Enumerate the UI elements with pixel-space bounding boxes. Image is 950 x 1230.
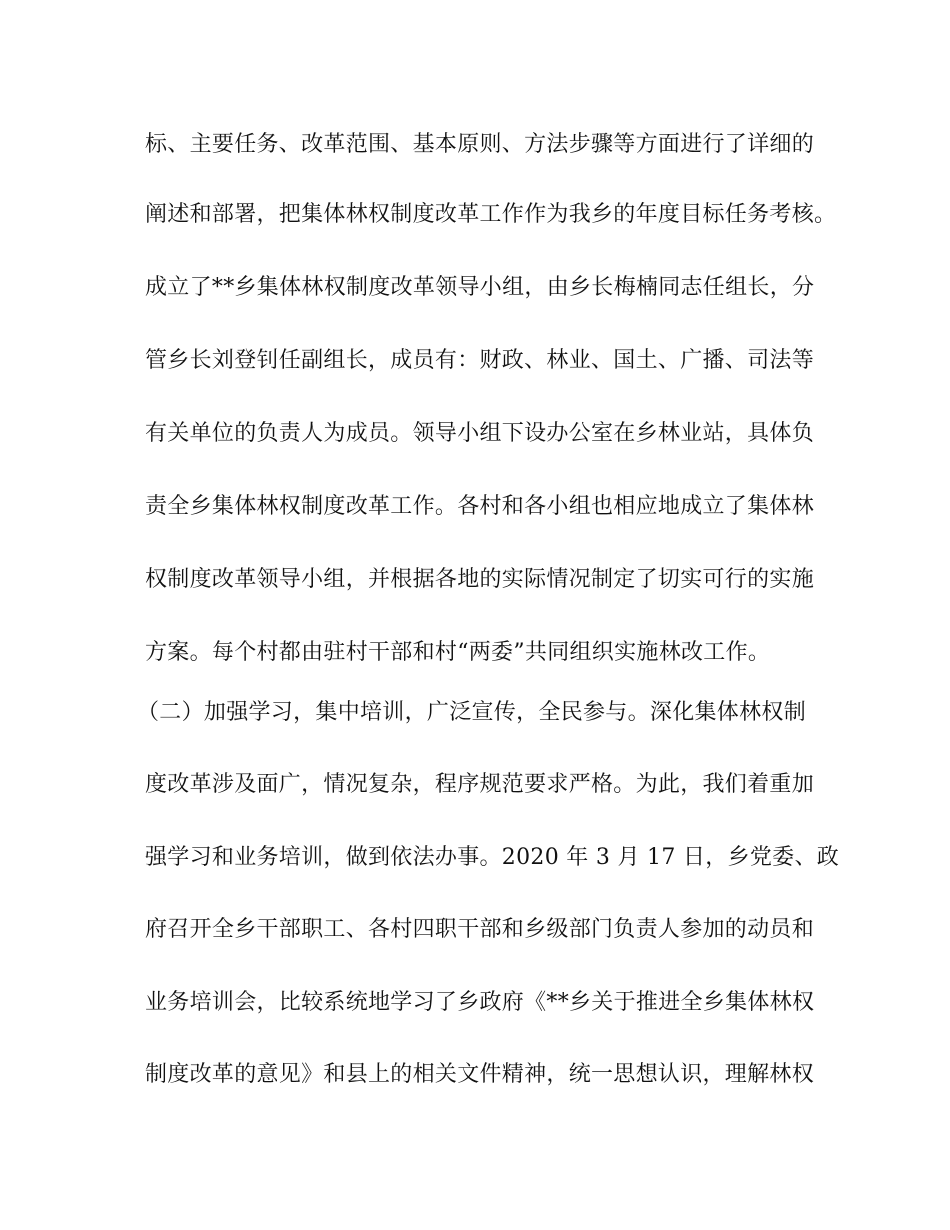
paragraph-line: 标、主要任务、改革范围、基本原则、方法步骤等方面进行了详细的 bbox=[145, 132, 815, 157]
paragraph-line: 制度改革的意见》和县上的相关文件精神，统一思想认识，理解林权 bbox=[145, 1062, 815, 1087]
paragraph-line: 强学习和业务培训，做到依法办事。2020 年 3 月 17 日，乡党委、政 bbox=[145, 845, 840, 870]
paragraph-line: 管乡长刘登钊任副组长，成员有：财政、林业、国土、广播、司法等 bbox=[145, 348, 815, 373]
paragraph-line: 权制度改革领导小组，并根据各地的实际情况制定了切实可行的实施 bbox=[145, 567, 815, 592]
section-heading-line: （二）加强学习，集中培训，广泛宣传，全民参与。深化集体林权制 bbox=[137, 700, 807, 725]
paragraph-line: 成立了**乡集体林权制度改革领导小组，由乡长梅楠同志任组长，分 bbox=[145, 275, 815, 300]
paragraph-line: 府召开全乡干部职工、各村四职干部和乡级部门负责人参加的动员和 bbox=[145, 917, 815, 942]
paragraph-line: 方案。每个村都由驻村干部和村“两委”共同组织实施林改工作。 bbox=[145, 640, 771, 665]
paragraph-line: 业务培训会，比较系统地学习了乡政府《**乡关于推进全乡集体林权 bbox=[145, 990, 815, 1015]
paragraph-line: 度改革涉及面广，情况复杂，程序规范要求严格。为此，我们着重加 bbox=[145, 772, 815, 797]
paragraph-line: 阐述和部署，把集体林权制度改革工作作为我乡的年度目标任务考核。 bbox=[145, 202, 837, 227]
paragraph-line: 责全乡集体林权制度改革工作。各村和各小组也相应地成立了集体林 bbox=[145, 494, 815, 519]
paragraph-line: 有关单位的负责人为成员。领导小组下设办公室在乡林业站，具体负 bbox=[145, 421, 815, 446]
